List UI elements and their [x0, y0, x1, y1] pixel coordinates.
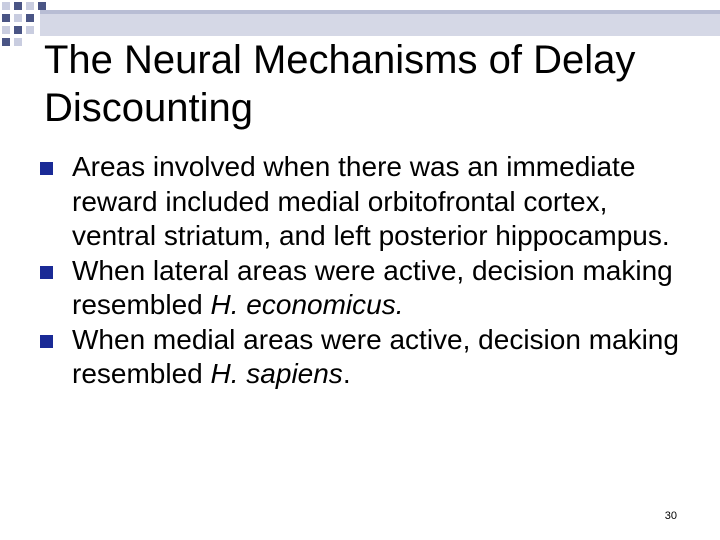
bullet-text: When medial areas were active, decision making resembled: [72, 323, 679, 389]
bullet-item: [40, 150, 690, 254]
bullet-italic-term: H. economicus.: [210, 289, 404, 320]
bullet-text: When lateral areas were active, decision making resembled: [72, 254, 673, 320]
slide-title: The Neural Mechanisms of Delay Discounting: [44, 38, 636, 130]
bullet-suffix: .: [342, 358, 351, 389]
square-bullet-icon: [40, 266, 53, 279]
bullet-item: [40, 323, 690, 392]
bullet-italic-term: H. sapiens: [210, 358, 343, 389]
bullet-text: Areas involved when there was an immediate reward included medial orbitofrontal cortex, ventral striatum, and left posterior hippocampus.: [72, 151, 670, 251]
bullet-list: [40, 150, 690, 392]
bullet-item: [40, 254, 690, 323]
square-bullet-icon: [40, 335, 53, 348]
square-bullet-icon: [40, 162, 53, 175]
page-number: 30: [664, 510, 677, 522]
